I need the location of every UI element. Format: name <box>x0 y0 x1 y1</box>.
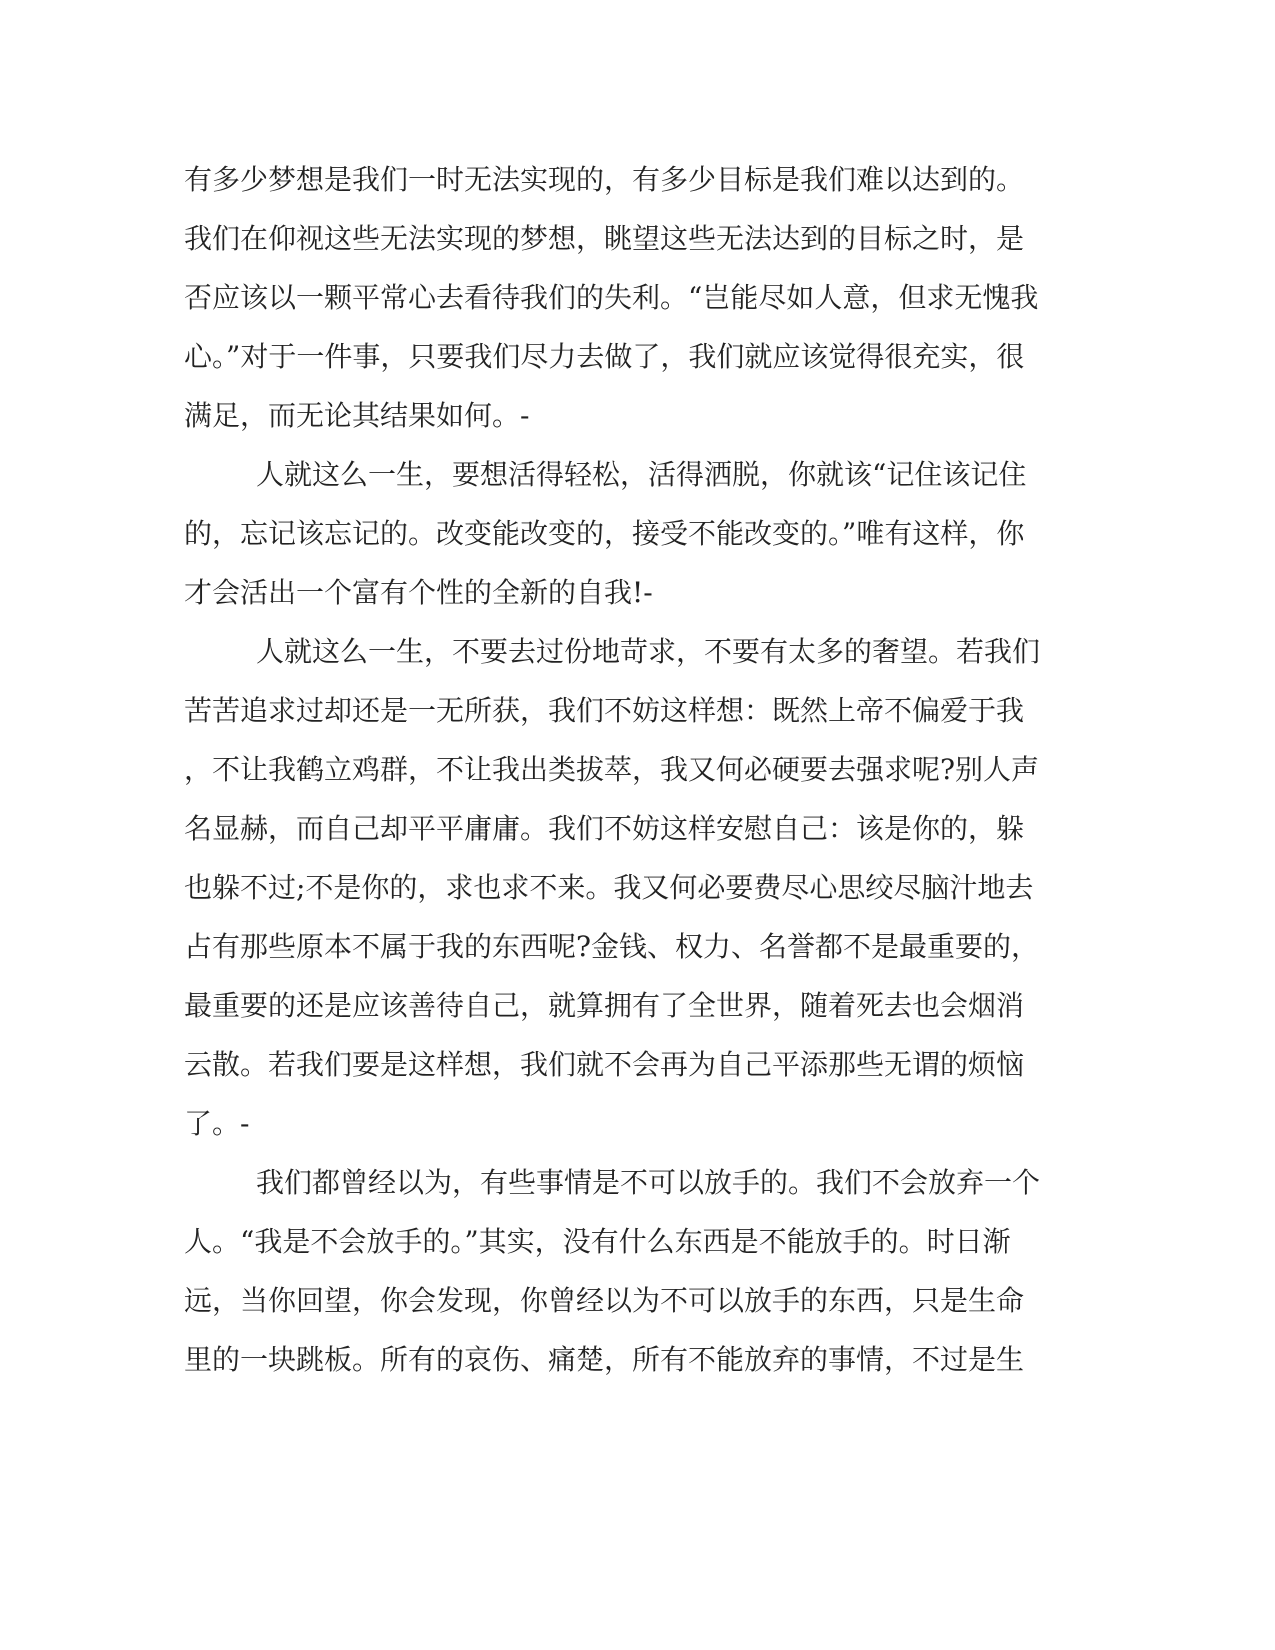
paragraph-first-line: 我们都曾经以为，有些事情是不可以放手的。我们不会放弃一个 <box>256 1166 1041 1199</box>
text-line: 云散。若我们要是这样想，我们就不会再为自己平添那些无谓的烦恼 <box>184 1048 1025 1081</box>
text-line: 里的一块跳板。所有的哀伤、痛楚，所有不能放弃的事情，不过是生 <box>184 1343 1025 1376</box>
paragraph-first-line: 人就这么一生，要想活得轻松，活得洒脱，你就该“记住该记住 <box>256 458 1027 491</box>
text-line: 我们在仰视这些无法实现的梦想，眺望这些无法达到的目标之时，是 <box>184 222 1025 255</box>
text-line: 有多少梦想是我们一时无法实现的，有多少目标是我们难以达到的。 <box>184 163 1025 196</box>
text-line: 满足，而无论其结果如何。- <box>184 399 530 432</box>
text-line: ，不让我鹤立鸡群，不让我出类拔萃，我又何必硬要去强求呢?别人声 <box>184 753 1040 786</box>
text-line: 人。“我是不会放手的。”其实，没有什么东西是不能放手的。时日渐 <box>184 1225 1011 1258</box>
text-line: 最重要的还是应该善待自己，就算拥有了全世界，随着死去也会烟消 <box>184 989 1025 1022</box>
body-text <box>184 150 1044 1389</box>
text-line: 远，当你回望，你会发现，你曾经以为不可以放手的东西，只是生命 <box>184 1284 1025 1317</box>
text-line: 才会活出一个富有个性的全新的自我!- <box>184 576 653 609</box>
text-line: 苦苦追求过却还是一无所获，我们不妨这样想：既然上帝不偏爱于我 <box>184 694 1025 727</box>
text-line: 名显赫，而自己却平平庸庸。我们不妨这样安慰自己：该是你的，躲 <box>184 812 1025 845</box>
text-line: 的，忘记该忘记的。改变能改变的，接受不能改变的。”唯有这样，你 <box>184 517 1025 550</box>
text-line: 也躲不过;不是你的，求也求不来。我又何必要费尽心思绞尽脑汁地去 <box>184 871 1034 904</box>
paragraph-first-line: 人就这么一生，不要去过份地苛求，不要有太多的奢望。若我们 <box>256 635 1041 668</box>
text-line: 心。”对于一件事，只要我们尽力去做了，我们就应该觉得很充实，很 <box>184 340 1025 373</box>
text-line: 了。- <box>184 1107 250 1140</box>
text-line: 否应该以一颗平常心去看待我们的失利。“岂能尽如人意，但求无愧我 <box>184 281 1039 314</box>
text-line: 占有那些原本不属于我的东西呢?金钱、权力、名誉都不是最重要的， <box>184 930 1040 963</box>
